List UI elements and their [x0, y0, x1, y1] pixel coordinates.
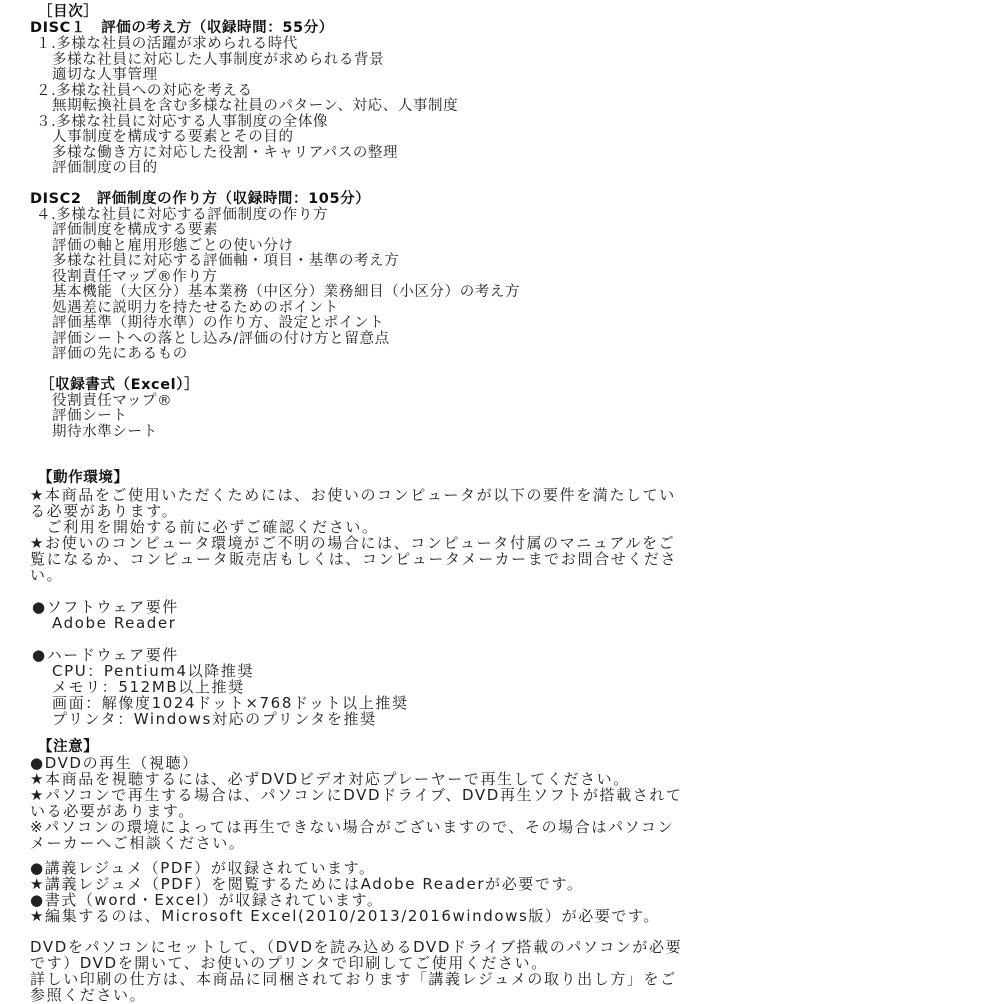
- disc2-title: DISC2 評価制度の作り方（収録時間：105分）: [30, 191, 371, 207]
- print-instructions: 詳しい印刷の仕方は、本商品に同梱されております「講義レジュメの取り出し方」をご: [30, 970, 677, 988]
- excel-format-item: 評価シート: [52, 408, 128, 424]
- print-instructions: です）DVDを開いて、お使いのプリンタで印刷してご使用ください。: [30, 954, 548, 972]
- notes-text: メーカーへご相談ください。: [30, 834, 246, 852]
- toc-subitem: 基本機能（大区分）基本業務（中区分）業務細目（小区分）の考え方: [52, 284, 521, 300]
- toc-subitem: 評価基準（期待水準）の作り方、設定とポイント: [52, 315, 385, 331]
- toc-item: １.多様な社員の活躍が求められる時代: [36, 36, 298, 52]
- toc-subitem: 評価シートへの落とし込み/評価の付け方と留意点: [52, 331, 390, 347]
- disc1-title: DISC１ 評価の考え方（収録時間：55分）: [30, 20, 334, 36]
- toc-subitem: 評価の先にあるもの: [52, 346, 188, 362]
- environment-text: ご利用を開始する前に必ずご確認ください。: [30, 518, 379, 536]
- hardware-requirement: プリンタ：Windows対応のプリンタを推奨: [52, 710, 377, 728]
- toc-subitem: 評価制度の目的: [52, 160, 158, 176]
- environment-text: る必要があります。: [30, 502, 179, 520]
- environment-text: ★お使いのコンピュータ環境がご不明の場合には、コンピュータ付属のマニュアルをご: [30, 534, 676, 552]
- print-instructions: 参照ください。: [30, 986, 147, 1004]
- toc-subitem: 役割責任マップ®作り方: [52, 269, 218, 285]
- notes-text: ●書式（word・Excel）が収録されています。: [30, 891, 384, 909]
- toc-subitem: 多様な働き方に対応した役割・キャリアパスの整理: [52, 145, 399, 161]
- toc-subitem: 評価の軸と雇用形態ごとの使い分け: [52, 238, 294, 254]
- notes-text: ●講義レジュメ（PDF）が収録されています。: [30, 859, 376, 877]
- toc-subitem: 適切な人事管理: [52, 67, 158, 83]
- environment-text: 覧になるか、コンピュータ販売店もしくは、コンピュータメーカーまでお問合せくださ: [30, 550, 678, 568]
- hardware-requirement: 画面：解像度1024ドット×768ドット以上推奨: [52, 694, 409, 712]
- toc-item: ２.多様な社員への対応を考える: [36, 83, 253, 99]
- hardware-requirement: メモリ：512MB以上推奨: [52, 678, 245, 696]
- excel-formats-heading: ［収録書式（Excel）］: [40, 377, 200, 393]
- environment-text: い。: [30, 566, 64, 584]
- toc-heading: ［目次］: [38, 4, 99, 20]
- hardware-requirements-title: ●ハードウェア要件: [32, 646, 179, 664]
- notes-text: いる必要があります。: [30, 802, 195, 820]
- toc-subitem: 人事制度を構成する要素とその目的: [52, 129, 294, 145]
- toc-subitem: 無期転換社員を含む多様な社員のパターン、対応、人事制度: [52, 98, 459, 114]
- notes-heading: 【注意】: [38, 739, 99, 755]
- environment-text: ★本商品をご使用いただくためには、お使いのコンピュータが以下の要件を満たしてい: [30, 486, 676, 504]
- notes-text: ★講義レジュメ（PDF）を閲覧するためにはAdobe Readerが必要です。: [30, 875, 584, 893]
- toc-subitem: 多様な社員に対応した人事制度が求められる背景: [52, 52, 385, 68]
- toc-subitem: 処遇差に説明力を持たせるためのポイント: [52, 300, 339, 316]
- toc-subitem: 多様な社員に対応する評価軸・項目・基準の考え方: [52, 253, 400, 269]
- print-instructions: DVDをパソコンにセットして、（DVDを読み込めるDVDドライブ搭載のパソコンが必要: [30, 938, 683, 956]
- toc-item: ４.多様な社員に対応する評価制度の作り方: [36, 207, 329, 223]
- notes-text: ※パソコンの環境によっては再生できない場合がございますので、その場合はパソコン: [30, 818, 675, 836]
- toc-item: ３.多様な社員に対応する人事制度の全体像: [36, 114, 329, 130]
- software-requirement: Adobe Reader: [52, 614, 177, 632]
- notes-text: ★編集するのは、Microsoft Excel(2010/2013/2016windows版）が必要です。: [30, 907, 661, 925]
- toc-subitem: 評価制度を構成する要素: [52, 222, 219, 238]
- excel-format-item: 期待水準シート: [52, 424, 158, 440]
- environment-heading: 【動作環境】: [38, 470, 129, 486]
- notes-text: ★本商品を視聴するには、必ずDVDビデオ対応プレーヤーで再生してください。: [30, 770, 630, 788]
- notes-text: ●DVDの再生（視聴）: [30, 754, 199, 772]
- excel-format-item: 役割責任マップ®: [52, 393, 173, 409]
- hardware-requirement: CPU：Pentium4以降推奨: [52, 662, 255, 680]
- notes-text: ★パソコンで再生する場合は、パソコンにDVDドライブ、DVD再生ソフトが搭載されて: [30, 786, 683, 804]
- software-requirements-title: ●ソフトウェア要件: [32, 598, 179, 616]
